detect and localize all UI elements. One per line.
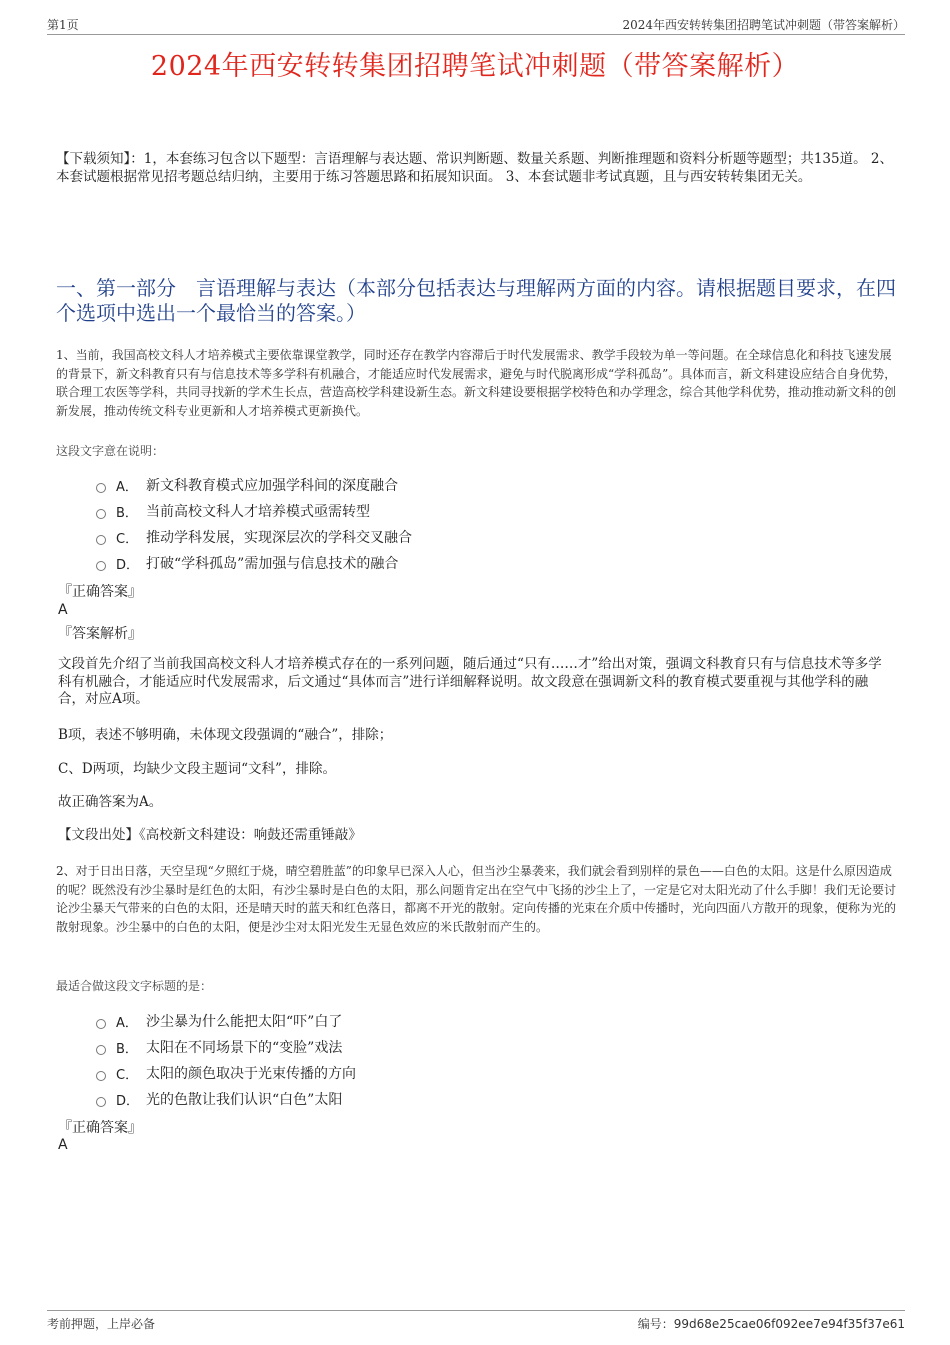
radio-icon[interactable]	[96, 1045, 106, 1055]
question-2-text: 2、对于日出日落，天空呈现“夕照红于烧，晴空碧胜蓝”的印象早已深入人心，但当沙尘暴袭来，我们就会看到别样的景色——白色的太阳。这是什么原因造成的呢？既然没有沙尘暴时是红色的太阳，有沙尘暴时是白色的太阳，那么问题肯定出在空气中飞扬的沙尘上了，一定是它对太阳光动了什么手脚！我们无论要讨论沙尘暴天气带来的白色的太阳，还是晴天时的蓝天和红色落日，都离不开光的散射。定向传播的光束在介质中传播时，光向四面八方散开的现象，便称为光的散射现象。沙尘暴中的白色的太阳，便是沙尘对太阳光发生无显色效应的米氏散射而产生的。	[56, 864, 897, 934]
option-c[interactable]: C． 推动学科发展，实现深层次的学科交叉融合	[96, 524, 412, 550]
analysis-paragraph: C、D两项，均缺少文段主题词“文科”，排除。	[58, 761, 336, 777]
footer-slogan: 考前押题，上岸必备	[47, 1317, 156, 1331]
question-1-prompt: 这段文字意在说明：	[56, 444, 165, 458]
page-footer	[47, 1310, 905, 1333]
header-doc-title: 2024年西安转转集团招聘笔试冲刺题（带答案解析）	[622, 18, 905, 32]
source-citation: 【文段出处】《高校新文科建设：响鼓还需重锤敲》	[58, 827, 362, 843]
answer-label: 『正确答案』	[58, 584, 142, 600]
radio-icon[interactable]	[96, 561, 106, 571]
page-title: 2024年西安转转集团招聘笔试冲刺题（带答案解析）	[150, 51, 800, 82]
analysis-paragraph: B项，表述不够明确，未体现文段强调的“融合”，排除；	[58, 727, 393, 743]
radio-icon[interactable]	[96, 1097, 106, 1107]
answer-value: A	[58, 602, 68, 618]
option-a[interactable]: A． 沙尘暴为什么能把太阳“吓”白了	[96, 1008, 356, 1034]
section-title: 一、第一部分 言语理解与表达（本部分包括表达与理解两方面的内容。请根据题目要求，在四个选项中选出一个最恰当的答案。）	[56, 276, 896, 325]
radio-icon[interactable]	[96, 1071, 106, 1081]
option-c[interactable]: C． 太阳的颜色取决于光束传播的方向	[96, 1060, 356, 1086]
option-b[interactable]: B． 当前高校文科人才培养模式亟需转型	[96, 498, 412, 524]
option-d[interactable]: D． 打破“学科孤岛”需加强与信息技术的融合	[96, 550, 412, 576]
radio-icon[interactable]	[96, 1019, 106, 1029]
page-number: 第1页	[47, 18, 79, 32]
question-2-options	[96, 1008, 356, 1112]
radio-icon[interactable]	[96, 483, 106, 493]
code-value: 99d68e25cae06f092ee7e94f35f37e61	[673, 1317, 905, 1331]
option-a[interactable]: A． 新文科教育模式应加强学科间的深度融合	[96, 472, 412, 498]
answer-label: 『正确答案』	[58, 1120, 142, 1136]
question-1-options	[96, 472, 412, 576]
option-text: 推动学科发展，实现深层次的学科交叉融合	[146, 530, 412, 546]
radio-icon[interactable]	[96, 509, 106, 519]
answer-value: A	[58, 1137, 68, 1153]
option-d[interactable]: D． 光的色散让我们认识“白色”太阳	[96, 1086, 356, 1112]
question-2-prompt: 最适合做这段文字标题的是：	[56, 979, 213, 993]
option-text: 沙尘暴为什么能把太阳“吓”白了	[146, 1014, 343, 1030]
option-text: 当前高校文科人才培养模式亟需转型	[146, 504, 370, 520]
option-text: 光的色散让我们认识“白色”太阳	[146, 1092, 343, 1108]
analysis-label: 『答案解析』	[58, 626, 142, 642]
code-label: 编号：	[637, 1317, 674, 1331]
analysis-paragraph: 文段首先介绍了当前我国高校文科人才培养模式存在的一系列问题，随后通过“只有……才”给出对策，强调文科教育只有与信息技术等多学科有机融合，才能适应时代发展需求，后文通过“具体而言”进行详细解释说明。故文段意在强调新文科的教育模式要重视与其他学科的融合，对应A项。	[58, 656, 882, 707]
option-text: 打破“学科孤岛”需加强与信息技术的融合	[146, 556, 399, 572]
option-text: 太阳的颜色取决于光束传播的方向	[146, 1066, 356, 1082]
question-1-text: 1、当前，我国高校文科人才培养模式主要依靠课堂教学，同时还存在教学内容滞后于时代发展需求、教学手段较为单一等问题。在全球信息化和科技飞速发展的背景下，新文科教育只有与信息技术等多学科有机融合，才能适应时代发展需求，避免与时代脱离形成“学科孤岛”。具体而言，新文科建设应结合自身优势，联合理工农医等学科，共同寻找新的学术生长点，营造高校学科建设新生态。新文科建设要根据学校特色和办学理念，综合其他学科优势，推动推动新文科的创新发展，推动传统文科专业更新和人才培养模式更新换代。	[56, 348, 897, 418]
footer-code	[638, 1315, 905, 1332]
option-b[interactable]: B． 太阳在不同场景下的“变脸”戏法	[96, 1034, 356, 1060]
analysis-paragraph: 故正确答案为A。	[58, 794, 163, 810]
page-header	[47, 14, 905, 35]
option-text: 新文科教育模式应加强学科间的深度融合	[146, 478, 398, 494]
option-text: 太阳在不同场景下的“变脸”戏法	[146, 1040, 343, 1056]
download-notice: 【下载须知】：1，本套练习包含以下题型：言语理解与表达题、常识判断题、数量关系题、判断推理题和资料分析题等题型；共135道。 2、本套试题根据常见招考题总结归纳，主要用于练习答题思路和拓展知识面。 3、本套试题非考试真题，且与西安转转集团无关。	[56, 151, 893, 185]
radio-icon[interactable]	[96, 535, 106, 545]
